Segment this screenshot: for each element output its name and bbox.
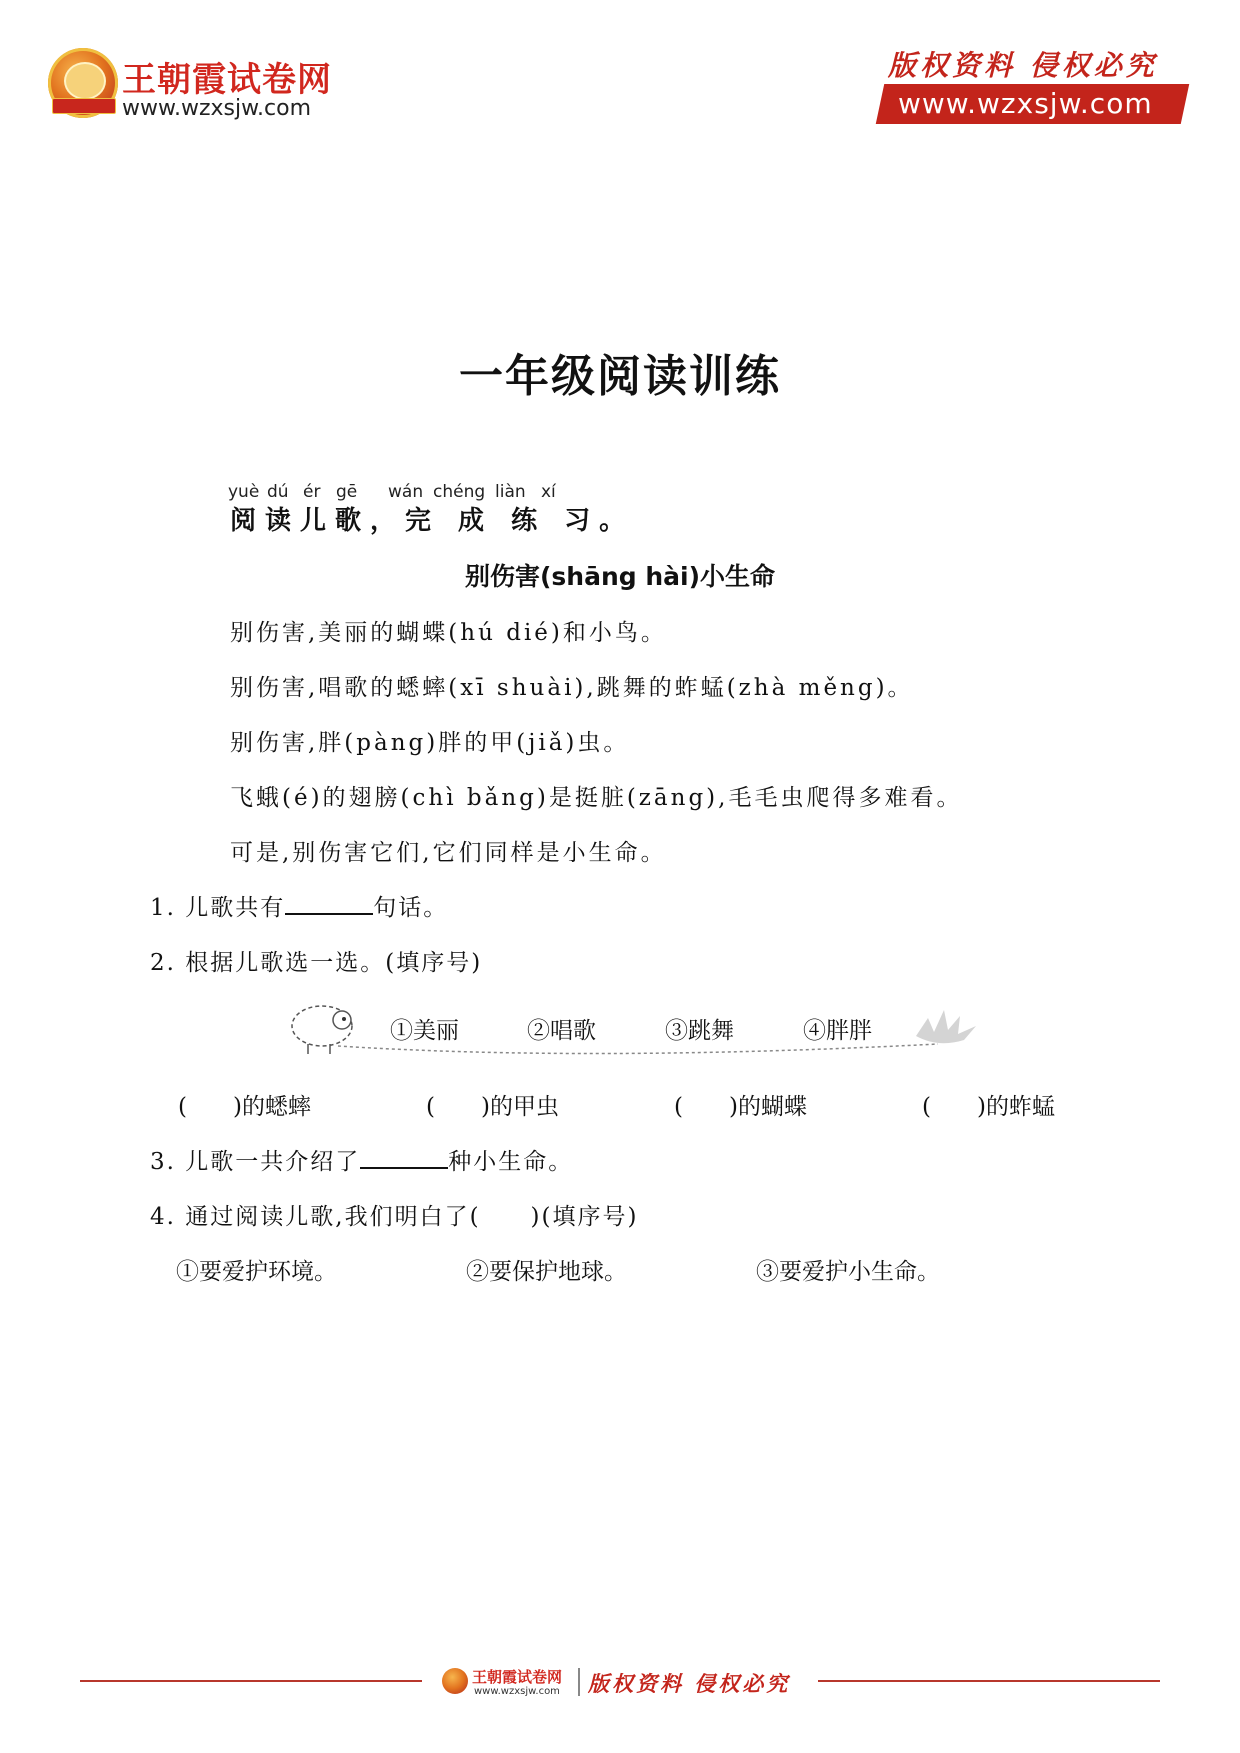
fill-blank-item[interactable]: ( )的甲虫 (426, 1094, 559, 1120)
footer-logo-url: www.wzxsjw.com (474, 1686, 560, 1697)
footer-divider (80, 1680, 422, 1682)
poem-line: 别伤害,胖(pàng)胖的甲(jiǎ)虫。 (230, 730, 630, 756)
poem-line: 飞蛾(é)的翅膀(chì bǎng)是挺脏(zāng),毛毛虫爬得多难看。 (230, 785, 963, 811)
pinyin-label: dú (267, 482, 289, 502)
option-item: ③要爱护小生命。 (756, 1259, 940, 1285)
poem-title: 别伤害(shāng hài)小生命 (464, 562, 776, 591)
question-2: 2. 根据儿歌选一选。(填序号) (150, 950, 483, 976)
pinyin-label: yuè (228, 482, 260, 502)
question-4: 4. 通过阅读儿歌,我们明白了( )(填序号) (150, 1204, 639, 1230)
logo-badge-icon (48, 48, 118, 118)
banner-url: www.wzxsjw.com (898, 87, 1153, 120)
footer-separator (578, 1668, 580, 1696)
sheep-icon (292, 1006, 352, 1054)
grass-icon (916, 1010, 976, 1043)
question-3-suffix: 种小生命。 (448, 1149, 574, 1175)
answer-blank[interactable] (360, 1149, 448, 1169)
pinyin-label: liàn (495, 482, 526, 502)
option-item: ②唱歌 (527, 1018, 596, 1044)
option-item: ③跳舞 (665, 1018, 734, 1044)
question-3-prefix: 3. 儿歌一共介绍了 (150, 1149, 361, 1175)
footer-logo-icon (442, 1668, 468, 1694)
instruction-text: 阅读儿歌，完 成 练 习。 (230, 506, 635, 536)
option-item: ②要保护地球。 (466, 1259, 627, 1285)
logo-name: 王朝霞试卷网 (122, 60, 332, 100)
pinyin-label: chéng (433, 482, 486, 502)
question-3 (150, 1143, 573, 1176)
fill-blank-item[interactable]: ( )的蝴蝶 (674, 1094, 807, 1120)
answer-blank[interactable] (285, 895, 373, 915)
poem-line: 可是,别伤害它们,它们同样是小生命。 (230, 840, 667, 866)
question-1-suffix: 句话。 (373, 895, 449, 921)
dotted-path (338, 1044, 938, 1054)
option-item: ①要爱护环境。 (176, 1259, 337, 1285)
footer-logo-name: 王朝霞试卷网 (472, 1668, 563, 1686)
option-item: ④胖胖 (803, 1018, 872, 1044)
footer-copyright: 版权资料 侵权必究 (588, 1671, 791, 1696)
question-1-prefix: 1. 儿歌共有 (150, 895, 286, 921)
pinyin-label: xí (541, 482, 556, 502)
footer-divider (818, 1680, 1160, 1682)
pinyin-label: gē (336, 482, 358, 502)
logo-url: www.wzxsjw.com (122, 96, 312, 121)
page-title: 一年级阅读训练 (459, 351, 781, 402)
fill-blank-item[interactable]: ( )的蚱蜢 (922, 1094, 1055, 1120)
poem-line: 别伤害,唱歌的蟋蟀(xī shuài),跳舞的蚱蜢(zhà měng)。 (230, 675, 914, 701)
pinyin-label: ér (303, 482, 321, 502)
copyright-notice: 版权资料 侵权必究 (888, 49, 1158, 82)
poem-line: 别伤害,美丽的蝴蝶(hú dié)和小鸟。 (230, 620, 667, 646)
pinyin-label: wán (388, 482, 424, 502)
question-1 (150, 889, 448, 922)
option-item: ①美丽 (390, 1018, 459, 1044)
fill-blank-item[interactable]: ( )的蟋蟀 (178, 1094, 311, 1120)
